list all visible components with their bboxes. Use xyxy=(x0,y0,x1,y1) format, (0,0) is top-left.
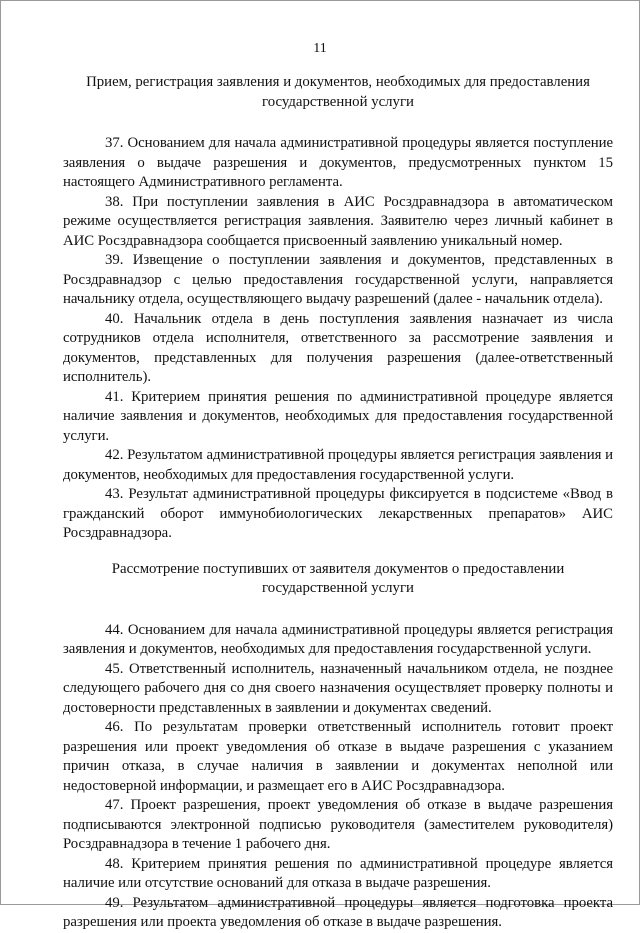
section-heading-reception: Прием, регистрация заявления и документов, необходимых для предоставления государственной услуги xyxy=(86,74,590,110)
paragraph-45: 45. Ответственный исполнитель, назначенный начальником отдела, не позднее следующего рабочего дня со дня своего назначения осуществляет проверку полноты и достоверности представленных в заявлении и документах сведений. xyxy=(63,660,613,716)
paragraph-47: 47. Проект разрешения, проект уведомления об отказе в выдаче разрешения подписываются электронной подписью руководителя (заместителем руководителя) Росздравнадзора в течение 1 рабочего дня. xyxy=(63,797,613,852)
paragraph-39: 39. Извещение о поступлении заявления и документов, представленных в Росздравнадзор с целью предоставления государственной услуги, направляется начальнику отдела, осуществляющего выдачу разрешений (далее - начальник отдела). xyxy=(63,252,613,307)
paragraph-44: 44. Основанием для начала административной процедуры является регистрация заявления и документов, необходимых для предоставления государственной услуги. xyxy=(63,621,613,657)
paragraph-46: 46. По результатам проверки ответственный исполнитель готовит проект разрешения или проект уведомления об отказе в выдаче разрешения с указанием причин отказа, в случае наличия в заявлении и документах неполной или недостоверной информации, и размещает его в АИС Росздравнадзора. xyxy=(63,719,613,794)
paragraph-38: 38. При поступлении заявления в АИС Росздравнадзора в автоматическом режиме осуществляется регистрация заявления. Заявителю через личный кабинет в АИС Росздравнадзора сообщается присвоенный заявлению уникальный номер. xyxy=(63,193,613,249)
paragraph-43: 43. Результат административной процедуры фиксируется в подсистеме «Ввод в гражданский оборот иммунобиологических лекарственных препаратов» АИС Росздравнадзора. xyxy=(63,486,613,541)
paragraph-37: 37. Основанием для начала административной процедуры является поступление заявления о выдаче разрешения и документов, предусмотренных пунктом 15 настоящего Административного регламента. xyxy=(63,135,613,190)
paragraph-42: 42. Результатом административной процедуры является регистрация заявления и документов, необходимых для предоставления государственной услуги. xyxy=(63,447,613,483)
paragraph-40: 40. Начальник отдела в день поступления заявления назначает из числа сотрудников отдела исполнителя, ответственного за рассмотрение заявления и документов, представленных для получения разрешения (далее-ответственный исполнитель). xyxy=(63,310,613,385)
document-body xyxy=(63,73,613,933)
paragraph-48: 48. Критерием принятия решения по административной процедуре является наличие или отсутствие оснований для отказа в выдаче разрешения. xyxy=(63,855,613,891)
paragraph-41: 41. Критерием принятия решения по административной процедуре является наличие заявления и документов, необходимых для предоставления государственной услуги. xyxy=(63,388,613,444)
section-heading-review: Рассмотрение поступивших от заявителя документов о предоставлении государственной услуги xyxy=(111,560,565,596)
paragraph-49: 49. Результатом административной процедуры является подготовка проекта разрешения или проекта уведомления об отказе в выдаче разрешения. xyxy=(63,894,613,930)
page-number: 11 xyxy=(313,41,327,56)
